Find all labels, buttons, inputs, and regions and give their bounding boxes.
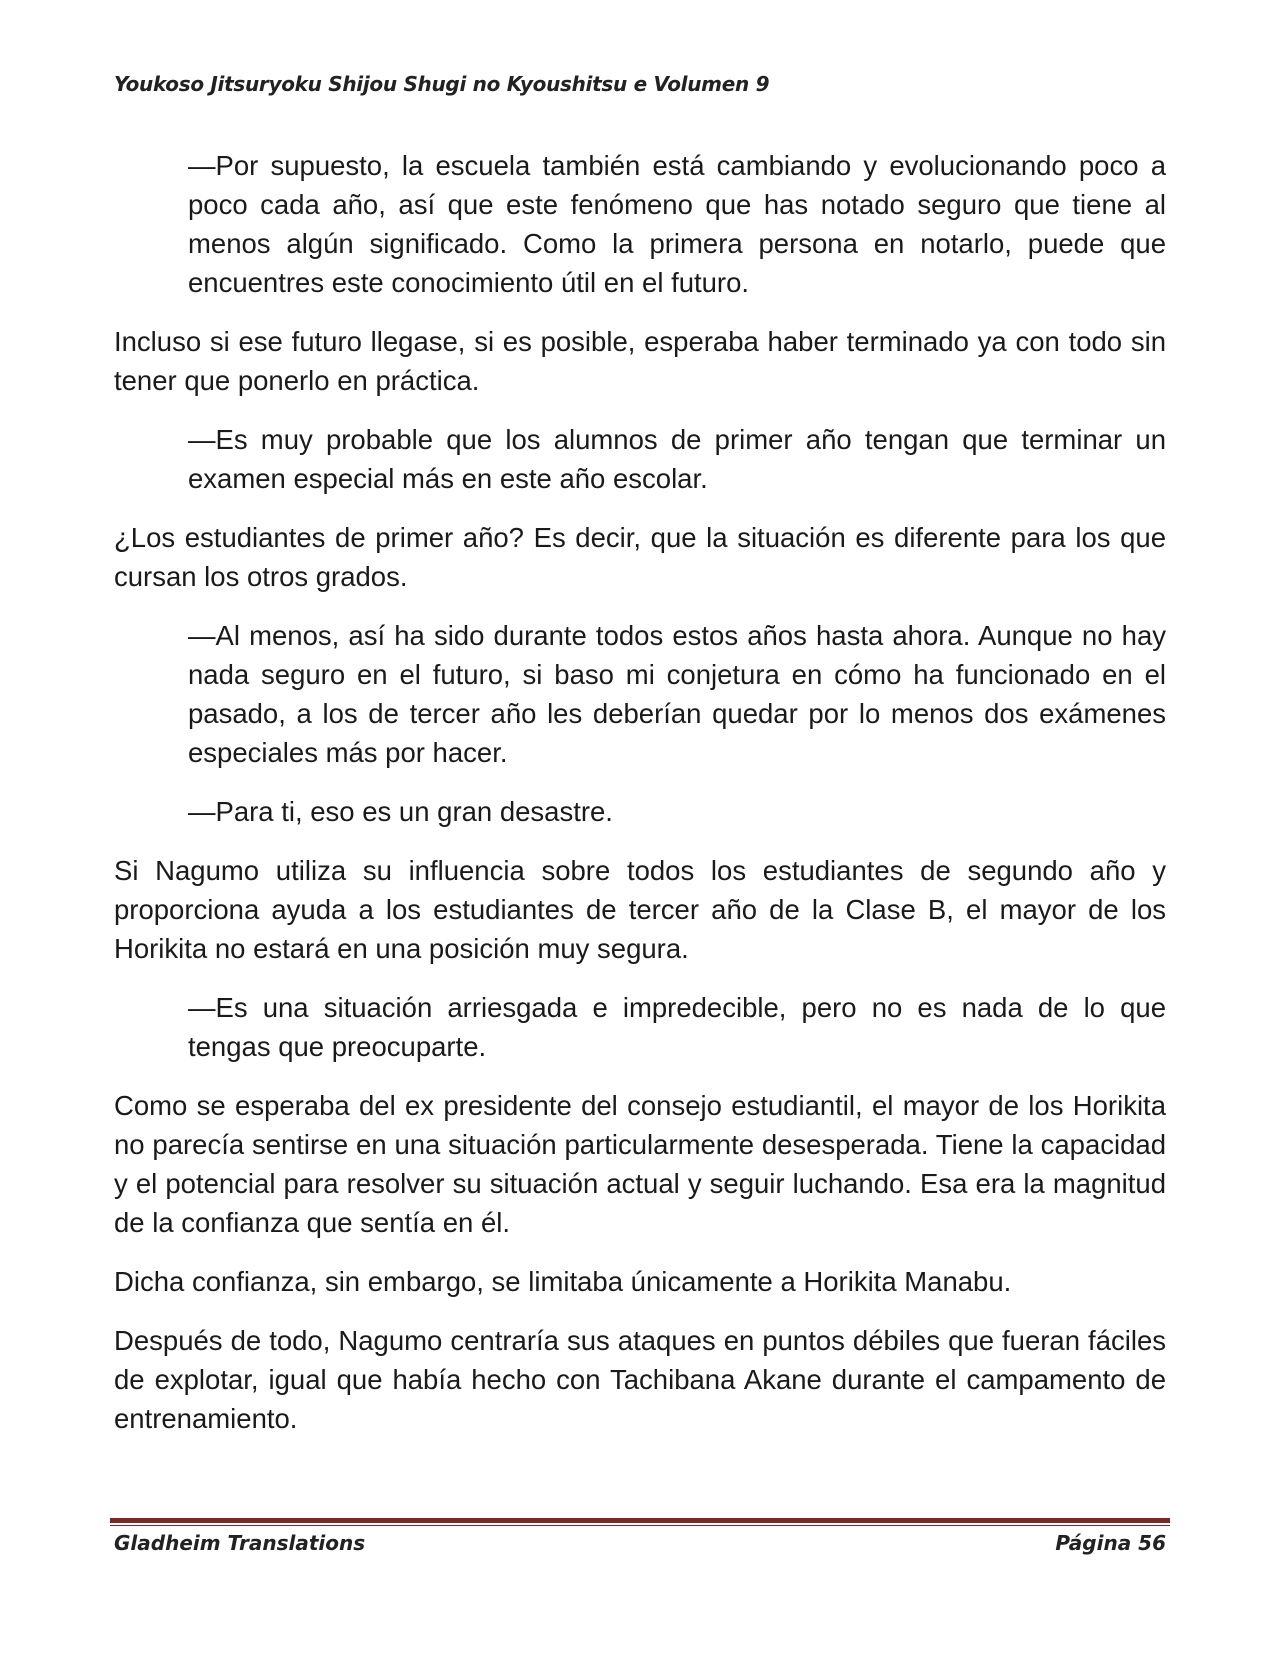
dialogue-paragraph: —Es muy probable que los alumnos de primer año tengan que terminar un examen especial más en este año escolar. <box>188 424 1166 494</box>
dialogue-paragraph: —Para ti, eso es un gran desastre. <box>188 796 613 827</box>
footer-divider-thin <box>110 1525 1170 1526</box>
running-footer <box>114 1531 1166 1555</box>
dialogue-paragraph: —Al menos, así ha sido durante todos estos años hasta ahora. Aunque no hay nada seguro en el futuro, si baso mi conjetura en cómo ha funcionado en el pasado, a los de tercer año les deberían quedar por lo menos dos exámenes especiales más por hacer. <box>188 620 1166 768</box>
page-number: Página 56 <box>1055 1531 1166 1555</box>
page-body <box>114 146 1166 1458</box>
narration-paragraph: Incluso si ese futuro llegase, si es posible, esperaba haber terminado ya con todo sin tener que ponerlo en práctica. <box>114 326 1166 396</box>
narration-paragraph: Dicha confianza, sin embargo, se limitaba únicamente a Horikita Manabu. <box>114 1266 1012 1297</box>
dialogue-paragraph: —Es una situación arriesgada e impredecible, pero no es nada de lo que tengas que preocuparte. <box>188 992 1166 1062</box>
footer-divider-thick <box>110 1518 1170 1523</box>
footer-translator: Gladheim Translations <box>114 1531 366 1555</box>
narration-paragraph: ¿Los estudiantes de primer año? Es decir, que la situación es diferente para los que cursan los otros grados. <box>114 522 1166 592</box>
narration-paragraph: Después de todo, Nagumo centraría sus ataques en puntos débiles que fueran fáciles de explotar, igual que había hecho con Tachibana Akane durante el campamento de entrenamiento. <box>114 1325 1166 1434</box>
narration-paragraph: Como se esperaba del ex presidente del consejo estudiantil, el mayor de los Horikita no parecía sentirse en una situación particularmente desesperada. Tiene la capacidad y el potencial para resolver su situación actual y seguir luchando. Esa era la magnitud de la confianza que sentía en él. <box>114 1090 1166 1238</box>
dialogue-paragraph: —Por supuesto, la escuela también está cambiando y evolucionando poco a poco cada año, así que este fenómeno que has notado seguro que tiene al menos algún significado. Como la primera persona en notarlo, puede que encuentres este conocimiento útil en el futuro. <box>188 150 1166 298</box>
running-header: Youkoso Jitsuryoku Shijou Shugi no Kyoushitsu e Volumen 9 <box>114 72 770 96</box>
footer-divider <box>110 1518 1170 1526</box>
narration-paragraph: Si Nagumo utiliza su influencia sobre todos los estudiantes de segundo año y proporciona ayuda a los estudiantes de tercer año de la Clase B, el mayor de los Horikita no estará en una posición muy segura. <box>114 855 1166 964</box>
